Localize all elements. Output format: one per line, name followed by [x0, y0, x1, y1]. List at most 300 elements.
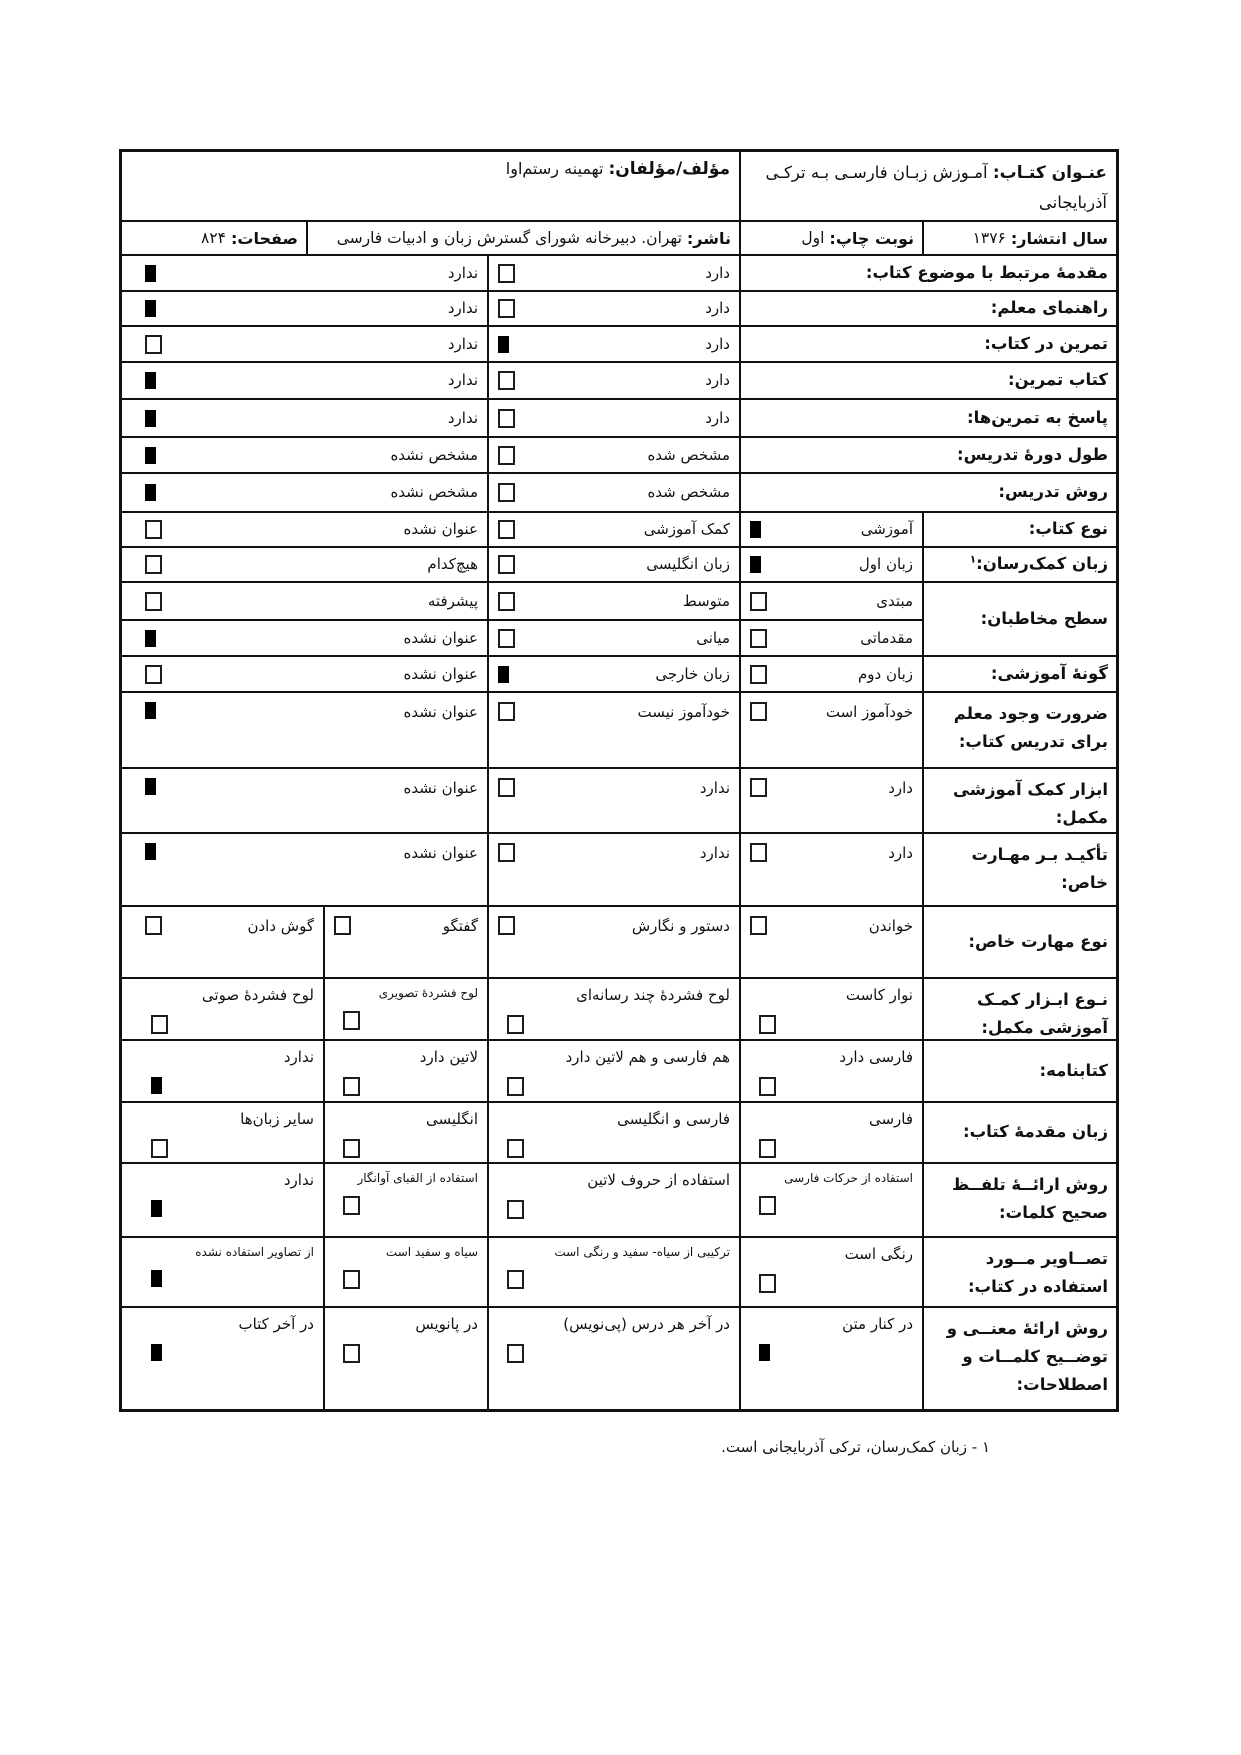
row-label-value: زبان کمک‌رسان: [976, 554, 1108, 574]
row-label-value: کتابنامه: [1039, 1060, 1108, 1080]
checkbox-unchecked-icon [759, 1139, 776, 1158]
option-label: هیچ‌کدام [427, 555, 478, 574]
option-cell [487, 474, 739, 511]
checkbox-unchecked-icon [343, 1270, 360, 1289]
option-label: نوار کاست [845, 986, 913, 1004]
option-cell [739, 1103, 922, 1162]
row-label-text [930, 660, 1108, 688]
checkbox-unchecked-icon [507, 1344, 524, 1363]
checkbox-checked-icon [151, 1270, 162, 1287]
checkbox-unchecked-icon [145, 520, 162, 539]
checkbox-checked-icon [151, 1077, 162, 1094]
option-cell [739, 1041, 922, 1101]
option-cell [739, 513, 922, 546]
checkbox-unchecked-icon [507, 1015, 524, 1034]
publication-field [122, 222, 306, 254]
option-label: مشخص شده [647, 445, 730, 464]
option-cell [122, 1103, 323, 1162]
checkbox-checked-icon [151, 1344, 162, 1361]
checkbox-unchecked-icon [498, 299, 515, 318]
option-cell [122, 363, 487, 398]
option-cell [323, 1238, 487, 1306]
row-label-text [930, 1118, 1108, 1146]
option-cell [487, 513, 739, 546]
option-label: در آخر کتاب [238, 1315, 314, 1333]
option-label: سیاه و سفید است [385, 1245, 478, 1259]
attribute-row [122, 254, 1116, 290]
option-cell [122, 583, 487, 619]
option-label: در پانویس [415, 1315, 478, 1333]
option-cell [739, 548, 922, 581]
option-label: دارد [705, 263, 730, 282]
option-label: در کنار متن [842, 1315, 913, 1333]
row-label-value: پاسخ به تمرین‌ها: [967, 407, 1108, 427]
publication-row [122, 220, 1116, 254]
option-cell [122, 548, 487, 581]
row-label [739, 400, 1116, 436]
option-cell [487, 583, 739, 619]
option-cell [323, 907, 487, 977]
option-label: استفاده از حروف لاتین [587, 1171, 730, 1189]
option-cell [122, 292, 487, 325]
publication-field-value: تهران. دبیرخانه شورای گسترش زبان و ادبیات فارسی [336, 229, 682, 247]
checkbox-checked-icon [498, 666, 509, 683]
row-label-value: طول دورهٔ تدریس: [957, 444, 1108, 464]
option-label: زبان اول [858, 555, 913, 574]
checkbox-unchecked-icon [151, 1139, 168, 1158]
option-label: دارد [888, 844, 913, 862]
checkbox-checked-icon [145, 630, 156, 647]
row-label-value: زبان مقدمهٔ کتاب: [962, 1122, 1108, 1142]
row-label-text [747, 294, 1108, 322]
option-cell [122, 1041, 323, 1101]
row-label-text [930, 605, 1108, 633]
checkbox-unchecked-icon [750, 843, 767, 862]
option-cell [122, 1308, 323, 1409]
checkbox-unchecked-icon [498, 843, 515, 862]
attribute-row [122, 1162, 1116, 1236]
option-cell [122, 256, 487, 290]
attribute-row [122, 1101, 1116, 1162]
attribute-row [122, 581, 1116, 655]
row-label-text [930, 515, 1108, 543]
option-cell [487, 1103, 739, 1162]
row-label-value: مقدمهٔ مرتبط با موضوع کتاب: [865, 262, 1108, 282]
checkbox-unchecked-icon [498, 264, 515, 283]
attribute-row [122, 398, 1116, 436]
checkbox-unchecked-icon [750, 702, 767, 721]
option-label: استفاده از حرکات فارسی [784, 1171, 913, 1185]
option-label: دارد [705, 299, 730, 318]
row-label [922, 1238, 1116, 1306]
option-label: خودآموز است [825, 703, 913, 721]
checkbox-unchecked-icon [750, 916, 767, 935]
book-title-cell [739, 152, 1116, 220]
option-cell [487, 438, 739, 472]
option-label: مقدماتی [860, 628, 913, 647]
author-cell [122, 152, 739, 220]
option-label: گفتگو [442, 917, 478, 935]
option-cell [122, 1238, 323, 1306]
option-label: در آخر هر درس (پی‌نویس) [563, 1315, 730, 1333]
option-cell [487, 1041, 739, 1101]
option-cell [487, 979, 739, 1039]
row-label [922, 548, 1116, 581]
checkbox-unchecked-icon [498, 629, 515, 648]
row-label-text [747, 366, 1108, 394]
option-label: ندارد [447, 334, 478, 353]
row-label-value: راهنمای معلم: [990, 298, 1108, 318]
option-cell [487, 400, 739, 436]
checkbox-unchecked-icon [507, 1270, 524, 1289]
publication-field-label: صفحات: [231, 228, 298, 248]
option-cell [487, 292, 739, 325]
row-label-text [930, 550, 1108, 578]
option-label: زبان انگلیسی [646, 555, 730, 574]
checkbox-checked-icon [151, 1200, 162, 1217]
option-cell [739, 907, 922, 977]
attribute-row [122, 977, 1116, 1039]
option-label: ندارد [447, 299, 478, 318]
checkbox-checked-icon [145, 484, 156, 501]
checkbox-unchecked-icon [498, 483, 515, 502]
row-label-value: تصــاویر مــورد استفاده در کتاب: [967, 1249, 1108, 1297]
row-label [922, 834, 1116, 905]
option-label: ندارد [283, 1048, 314, 1066]
option-cell [122, 513, 487, 546]
option-cell [323, 1103, 487, 1162]
checkbox-checked-icon [145, 447, 156, 464]
option-cell [739, 693, 922, 767]
option-label: زبان دوم [858, 664, 913, 683]
footnote-marker: ۱ [969, 553, 977, 566]
option-label: عنوان نشده [403, 844, 478, 862]
row-label-text [930, 986, 1108, 1042]
attribute-row [122, 691, 1116, 767]
option-label: رنگی است [844, 1245, 913, 1263]
row-label [922, 769, 1116, 832]
attribute-row [122, 361, 1116, 398]
checkbox-unchecked-icon [498, 778, 515, 797]
option-cell [739, 1308, 922, 1409]
checkbox-unchecked-icon [145, 665, 162, 684]
row-label-text [930, 1057, 1108, 1085]
option-label: ترکیبی از سیاه- سفید و رنگی است [554, 1245, 730, 1259]
option-cell [122, 400, 487, 436]
checkbox-unchecked-icon [750, 778, 767, 797]
row-label [739, 292, 1116, 325]
checkbox-unchecked-icon [151, 1015, 168, 1034]
option-label: دارد [705, 371, 730, 390]
option-cell [487, 256, 739, 290]
option-label: ندارد [699, 779, 730, 797]
publication-field-value: اول [801, 229, 825, 247]
option-label: مشخص نشده [390, 483, 478, 502]
book-title-value: آمـوزش زبـان فارسـی بـه ترکـی آذربایجانی [765, 163, 1107, 212]
author-label: مؤلف/مؤلفان: [608, 159, 730, 179]
option-label: عنوان نشده [403, 779, 478, 797]
option-cell [487, 621, 739, 655]
option-label: سایر زبان‌ها [240, 1110, 314, 1128]
checkbox-checked-icon [145, 300, 156, 317]
checkbox-unchecked-icon [145, 555, 162, 574]
attribute-row [122, 472, 1116, 511]
option-cell [122, 693, 487, 767]
option-cell [122, 621, 487, 655]
row-label-value: ضرورت وجود معلم برای تدریس کتاب: [953, 704, 1108, 752]
option-label: ندارد [699, 844, 730, 862]
option-cell [487, 363, 739, 398]
row-label [922, 1164, 1116, 1236]
row-label-text [930, 1171, 1108, 1227]
checkbox-unchecked-icon [343, 1196, 360, 1215]
option-label: عنوان نشده [403, 664, 478, 683]
attribute-row [122, 832, 1116, 905]
author-value: تهمینه رستم‌اوا [505, 159, 604, 178]
split-options-column [122, 583, 922, 655]
publication-field [739, 222, 922, 254]
attribute-row [122, 905, 1116, 977]
row-label-value: روش تدریس: [998, 482, 1108, 502]
publication-field-label: ناشر: [686, 228, 731, 248]
checkbox-unchecked-icon [343, 1011, 360, 1030]
row-label-value: تأکیـد بـر مهـارت خاص: [971, 845, 1108, 893]
option-label: دارد [705, 334, 730, 353]
option-label: دارد [888, 779, 913, 797]
attribute-row [122, 325, 1116, 361]
option-label: عنوان نشده [403, 520, 478, 539]
row-label-value: نوع کتاب: [1028, 519, 1108, 539]
book-survey-table [119, 149, 1119, 1412]
option-label: مبتدی [876, 591, 913, 610]
footnote: ۱ - زبان کمک‌رسان، ترکی آذربایجانی است. [721, 1438, 990, 1456]
option-label: ندارد [283, 1171, 314, 1189]
option-label: لوح فشردهٔ صوتی [201, 986, 314, 1004]
row-label-value: تمرین در کتاب: [984, 333, 1108, 353]
option-cell [739, 1164, 922, 1236]
attribute-row [122, 1306, 1116, 1409]
row-label [922, 693, 1116, 767]
row-label [922, 1041, 1116, 1101]
option-label: استفاده از الفبای آوانگار [357, 1171, 478, 1185]
row-label-text [930, 841, 1108, 897]
attribute-row [122, 1039, 1116, 1101]
checkbox-unchecked-icon [759, 1274, 776, 1293]
book-title-label: عنـوان کتـاب: [992, 163, 1107, 183]
checkbox-unchecked-icon [759, 1015, 776, 1034]
option-label: فارسی و انگلیسی [617, 1110, 730, 1128]
option-label: پیشرفته [427, 591, 478, 610]
option-label: دستور و نگارش [631, 917, 730, 935]
option-cell [487, 548, 739, 581]
option-cell [487, 657, 739, 691]
option-label: انگلیسی [425, 1110, 478, 1128]
checkbox-unchecked-icon [498, 371, 515, 390]
checkbox-unchecked-icon [507, 1077, 524, 1096]
attribute-row [122, 436, 1116, 472]
option-cell [739, 979, 922, 1039]
option-cell [122, 907, 323, 977]
sub-row [122, 619, 922, 655]
option-cell [487, 1164, 739, 1236]
checkbox-unchecked-icon [145, 335, 162, 354]
option-cell [122, 438, 487, 472]
option-label: عنوان نشده [403, 703, 478, 721]
checkbox-unchecked-icon [759, 1077, 776, 1096]
option-label: مشخص نشده [390, 445, 478, 464]
option-label: از تصاویر استفاده نشده [195, 1245, 314, 1259]
option-cell [323, 979, 487, 1039]
checkbox-checked-icon [145, 410, 156, 427]
option-cell [487, 834, 739, 905]
row-label [739, 474, 1116, 511]
checkbox-checked-icon [750, 556, 761, 573]
option-label: میانی [696, 628, 730, 647]
row-label [922, 1103, 1116, 1162]
option-label: ندارد [447, 263, 478, 282]
checkbox-unchecked-icon [750, 629, 767, 648]
option-label: ندارد [447, 408, 478, 427]
checkbox-unchecked-icon [145, 916, 162, 935]
checkbox-checked-icon [145, 372, 156, 389]
row-label-value: کتاب تمرین: [1007, 370, 1108, 390]
checkbox-unchecked-icon [498, 592, 515, 611]
option-cell [487, 769, 739, 832]
option-cell [739, 769, 922, 832]
row-label-text [930, 1245, 1108, 1301]
checkbox-unchecked-icon [750, 592, 767, 611]
publication-field-value: ۱۳۷۶ [972, 229, 1006, 247]
row-label-text [930, 1315, 1108, 1399]
option-cell [739, 657, 922, 691]
checkbox-unchecked-icon [498, 520, 515, 539]
option-label: لوح فشردهٔ چند رسانه‌ای [576, 986, 730, 1004]
checkbox-checked-icon [750, 521, 761, 538]
option-label: لوح فشردهٔ تصویری [378, 986, 478, 1000]
option-cell [122, 327, 487, 361]
attribute-row [122, 546, 1116, 581]
header-row [122, 152, 1116, 220]
row-label [739, 256, 1116, 290]
option-label: گوش دادن [247, 917, 314, 935]
option-cell [739, 834, 922, 905]
option-cell [739, 621, 922, 655]
attribute-row [122, 767, 1116, 832]
option-label: کمک آموزشی [643, 520, 730, 539]
checkbox-unchecked-icon [498, 702, 515, 721]
option-cell [487, 1308, 739, 1409]
option-label: زبان خارجی [655, 664, 730, 683]
option-label: خودآموز نیست [637, 703, 730, 721]
row-label-value: روش ارائهٔ معنــی و توضــیح کلمــات و اصطلاحات: [946, 1319, 1108, 1395]
option-label: فارسی دارد [839, 1048, 913, 1066]
checkbox-unchecked-icon [343, 1344, 360, 1363]
option-label: خواندن [868, 917, 913, 935]
row-label-text [747, 330, 1108, 358]
publication-field [306, 222, 739, 254]
checkbox-checked-icon [498, 336, 509, 353]
checkbox-unchecked-icon [498, 446, 515, 465]
checkbox-unchecked-icon [750, 665, 767, 684]
row-label-text [930, 776, 1108, 832]
checkbox-unchecked-icon [498, 555, 515, 574]
option-label: فارسی [868, 1110, 913, 1128]
checkbox-checked-icon [759, 1344, 770, 1361]
row-label-value: نوع مهارت خاص: [968, 931, 1108, 951]
row-label-value: روش ارائــهٔ تلفــظ صحیح کلمات: [951, 1175, 1108, 1223]
sub-row [122, 583, 922, 619]
row-label-value: نـوع ابـزار کمـک آموزشی مکمل: [976, 990, 1108, 1038]
checkbox-unchecked-icon [498, 409, 515, 428]
row-label-text [747, 404, 1108, 432]
checkbox-checked-icon [145, 702, 156, 719]
option-cell [487, 693, 739, 767]
publication-field-label: نوبت چاپ: [829, 228, 914, 248]
option-cell [739, 583, 922, 619]
row-label [739, 363, 1116, 398]
row-label [922, 513, 1116, 546]
option-cell [487, 327, 739, 361]
row-label-value: گونهٔ آموزشی: [990, 663, 1108, 683]
attribute-row [122, 290, 1116, 325]
attribute-row [122, 511, 1116, 546]
publication-field [922, 222, 1116, 254]
checkbox-unchecked-icon [498, 916, 515, 935]
row-label-value: سطح مخاطبان: [980, 608, 1108, 628]
option-cell [323, 1041, 487, 1101]
option-cell [122, 979, 323, 1039]
option-cell [487, 1238, 739, 1306]
publication-field-value: ۸۲۴ [201, 229, 226, 247]
option-cell [323, 1308, 487, 1409]
option-cell [122, 474, 487, 511]
checkbox-unchecked-icon [334, 916, 351, 935]
option-cell [487, 907, 739, 977]
row-label-text [747, 441, 1108, 469]
checkbox-unchecked-icon [507, 1139, 524, 1158]
option-label: آموزشی [860, 520, 913, 539]
row-label [739, 438, 1116, 472]
option-cell [122, 834, 487, 905]
row-label-value: ابزار کمک آموزشی مکمل: [953, 780, 1108, 828]
option-label: دارد [705, 408, 730, 427]
attribute-row [122, 655, 1116, 691]
checkbox-checked-icon [145, 265, 156, 282]
row-label-text [930, 928, 1108, 956]
option-label: لاتین دارد [419, 1048, 478, 1066]
option-cell [739, 1238, 922, 1306]
option-label: متوسط [682, 591, 730, 610]
checkbox-unchecked-icon [759, 1196, 776, 1215]
checkbox-unchecked-icon [343, 1077, 360, 1096]
option-label: عنوان نشده [403, 628, 478, 647]
option-cell [323, 1164, 487, 1236]
row-label-text [930, 700, 1108, 756]
attribute-row [122, 1236, 1116, 1306]
checkbox-unchecked-icon [343, 1139, 360, 1158]
checkbox-unchecked-icon [145, 592, 162, 611]
checkbox-unchecked-icon [507, 1200, 524, 1219]
checkbox-checked-icon [145, 843, 156, 860]
publication-field-label: سال انتشار: [1010, 228, 1108, 248]
row-label-text [747, 478, 1108, 506]
option-label: هم فارسی و هم لاتین دارد [565, 1048, 730, 1066]
option-cell [122, 769, 487, 832]
option-label: ندارد [447, 371, 478, 390]
checkbox-checked-icon [145, 778, 156, 795]
option-label: مشخص شده [647, 483, 730, 502]
row-label [922, 583, 1116, 655]
